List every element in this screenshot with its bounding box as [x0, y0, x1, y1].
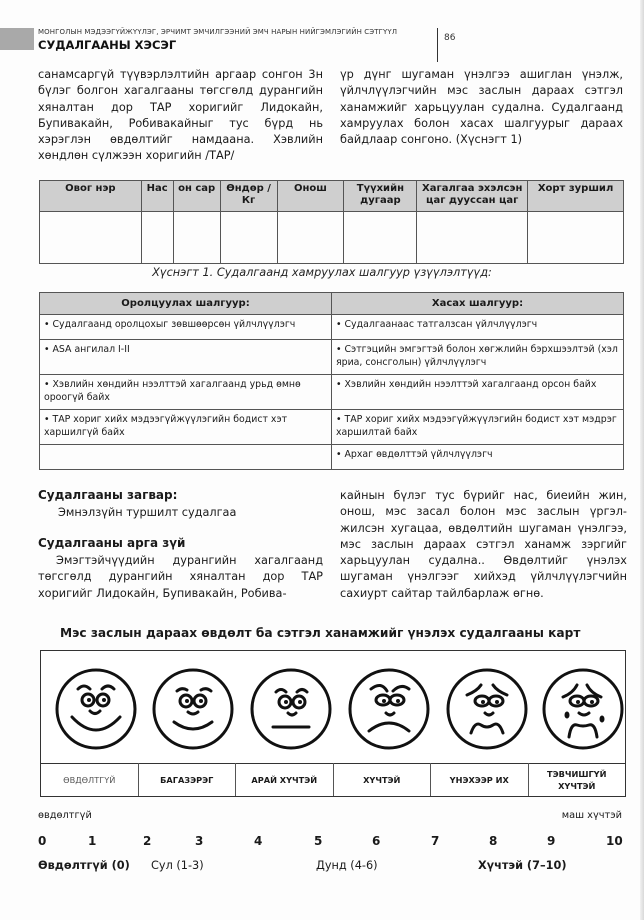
smile-face-icon	[151, 667, 235, 751]
include-item: • ASA ангилал I-II	[40, 340, 332, 375]
face-label: ӨВДӨЛТГҮЙ	[41, 763, 139, 796]
method-right-text: кайнын бүлэг тус бүрийг нас, биеийн жин, онош, мэс засал болон мэс заслын үргэл-жилсэн хугацаа, өвдөлтийн шугаман үнэлгээ, мэс заслын дараах сэтгэл ханамж зэргийг харьцуулан судална.. Өвдөлтийг үнэлэх шугаман үнэлгээг хийхэд үйлчлүүлэгчийн сахиурт сайтар тайлбарлаж өгнө.	[340, 489, 627, 600]
criteria-row	[40, 445, 624, 470]
scale-category: Өвдөлтгүй (0)	[38, 859, 130, 872]
pain-card-title: Мэс заслын дараах өвдөлт ба сэтгэл ханамжийг үнэлэх судалгааны карт	[60, 626, 581, 640]
scale-category: Хүчтэй (7–10)	[478, 859, 567, 872]
exclude-item: • ТАР хориг хийх мэдээгүйжүүлэгийн бодист хэт мэдрэг харшилтай байх	[332, 410, 624, 445]
scale-number: 10	[606, 834, 623, 848]
header-divider	[437, 28, 438, 62]
table-cell	[173, 212, 220, 264]
col-header: он сар	[173, 181, 220, 212]
design-text: Эмнэлзүйн туршилт судалгаа	[58, 506, 237, 519]
scale-endpoints	[38, 810, 622, 821]
face-label: ХҮЧТЭЙ	[334, 763, 432, 796]
scale-number: 7	[431, 834, 440, 848]
col-header: Хорт зуршил	[528, 181, 624, 212]
header-band	[0, 28, 34, 50]
include-item: • Хэвлийн хөндийн нээлттэй хагалгаанд урьд өмнө ороогүй байх	[40, 375, 332, 410]
scale-category: Сул (1-3)	[151, 859, 204, 872]
exclude-header: Хасах шалгуур:	[332, 293, 624, 315]
method-left-text: Эмэгтэйчүүдийн дурангийн хагалгаанд төгсгөлд дурангийн хяналтан дор ТАР хоригийг Лидокайн, Бупивакайн, Робива-	[38, 554, 323, 600]
patient-record-table	[39, 180, 624, 264]
scale-number: 3	[195, 834, 204, 848]
journal-title: МОНГОЛЫН МЭДЭЭГҮЙЖҮҮЛЭГ, ЭРЧИМТ ЭМЧИЛГЭЭНИЙ ЭМЧ НАРЫН НИЙГЭМЛЭГИЙН СЭТГҮҮЛ	[38, 28, 398, 36]
method-heading: Судалгааны арга зүй	[38, 536, 186, 550]
criteria-row	[40, 410, 624, 445]
design-heading: Судалгааны загвар:	[38, 488, 178, 502]
scale-number: 9	[547, 834, 556, 848]
col-header: Хагалгаа эхэлсэн цаг дууссан цаг	[417, 181, 528, 212]
criteria-header-row	[40, 293, 624, 315]
table-header-row	[40, 181, 624, 212]
worried-face-icon	[445, 667, 529, 751]
neutral-face-icon	[249, 667, 333, 751]
criteria-row	[40, 315, 624, 340]
scale-number: 6	[372, 834, 381, 848]
criteria-row	[40, 375, 624, 410]
scale-category: Дунд (4-6)	[316, 859, 378, 872]
crying-face-icon	[541, 667, 625, 751]
col-header: Нас	[141, 181, 173, 212]
include-item: • ТАР хориг хийх мэдээгүйжүүлэгийн бодист хэт харшилгүй байх	[40, 410, 332, 445]
col-header: Овог нэр	[40, 181, 142, 212]
frown-face-icon	[347, 667, 431, 751]
section-title: СУДАЛГААНЫ ХЭСЭГ	[38, 38, 177, 52]
include-header: Оролцуулах шалгуур:	[40, 293, 332, 315]
pain-assessment-card	[40, 650, 626, 797]
col-header: Өндөр /Кг	[220, 181, 277, 212]
scale-number: 4	[254, 834, 263, 848]
intro-left-column	[38, 67, 323, 165]
exclude-item: • Сэтгэцийн эмгэгтэй болон хөгжлийн бэрхшээлтэй (хэл яриа, сонсголын) үйлчлүүлэгч	[332, 340, 624, 375]
table-cell	[40, 212, 142, 264]
include-item	[40, 445, 332, 470]
scale-number: 0	[38, 834, 47, 848]
intro-right-text: үр дүнг шугаман үнэлгээ ашиглан үнэлж, үйлчлүүлэгчийн мэс заслын дараах сэтгэл ханамжийг харьцуулан судална. Судалгаанд хамруулах болон хасах шалгуурыг дараах байдлаар сонгоно. (Хүснэгт 1)	[340, 68, 623, 147]
criteria-table	[39, 292, 624, 470]
faces-label-row	[41, 763, 625, 796]
scale-number: 5	[314, 834, 323, 848]
table-cell	[417, 212, 528, 264]
exclude-item: • Хэвлийн хөндийн нээлттэй хагалгаанд орсон байх	[332, 375, 624, 410]
big-smile-face-icon	[54, 667, 138, 751]
face-label: БАГАЗЭРЭГ	[139, 763, 237, 796]
table-cell	[344, 212, 417, 264]
scale-numbers	[38, 834, 624, 850]
intro-left-text: санамсаргүй түүвэрлэлтийн аргаар сонгон 3н бүлэг болгон хагалгааны төгсгөлд дурангийн хяналтан дор ТАР хоригийг Лидокайн, Бупивакайн, Робивакайныг тус бүрд нь хэрэглэн өвдөлтийг намдаана. Хэвлийн хөндлөн сүлжээн хоригийн /ТАР/	[38, 68, 323, 163]
col-header: Түүхийн дугаар	[344, 181, 417, 212]
faces-row	[41, 651, 625, 764]
table-row	[40, 212, 624, 264]
method-right-column	[340, 488, 627, 602]
method-left-column	[38, 553, 323, 602]
face-label: АРАЙ ХҮЧТЭЙ	[236, 763, 334, 796]
table-cell	[528, 212, 624, 264]
col-header: Онош	[277, 181, 344, 212]
page-edge-shadow	[640, 0, 644, 920]
exclude-item: • Судалгаанаас татгалзсан үйлчлүүлэгч	[332, 315, 624, 340]
face-label: ҮНЭХЭЭР ИХ	[431, 763, 529, 796]
scale-number: 1	[88, 834, 97, 848]
scale-number: 8	[489, 834, 498, 848]
scale-left-end: өвдөлтгүй	[38, 810, 92, 821]
page-number: 86	[444, 33, 456, 43]
scale-number: 2	[143, 834, 152, 848]
intro-right-column	[340, 67, 623, 148]
scale-right-end: маш хүчтэй	[561, 810, 622, 821]
face-label: ТЭВЧИШГҮЙ ХҮЧТЭЙ	[547, 768, 607, 791]
exclude-item: • Архаг өвдөлттэй үйлчлүүлэгч	[332, 445, 624, 470]
table-cell	[220, 212, 277, 264]
table-caption: Хүснэгт 1. Судалгаанд хамруулах шалгуур үзүүлэлтүүд:	[152, 266, 492, 279]
criteria-row	[40, 340, 624, 375]
table-cell	[277, 212, 344, 264]
include-item: • Судалгаанд оролцохыг зөвшөөрсөн үйлчлүүлэгч	[40, 315, 332, 340]
table-cell	[141, 212, 173, 264]
